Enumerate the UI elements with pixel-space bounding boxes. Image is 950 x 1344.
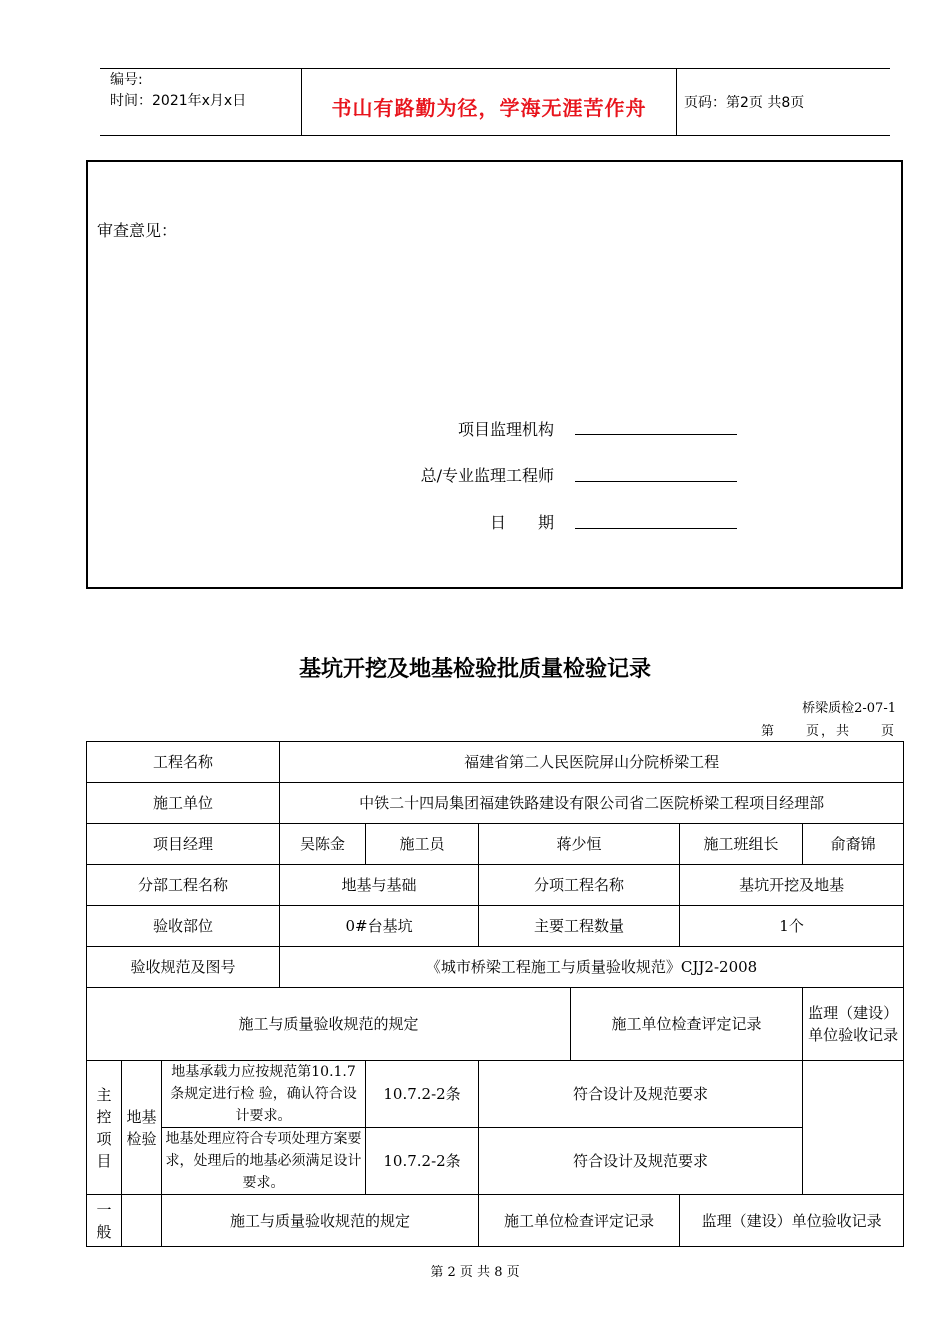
quantity-value[interactable]: 1个 bbox=[680, 906, 904, 947]
location-label: 验收部位 bbox=[87, 906, 280, 947]
item-2-clause: 10.7.2-2条 bbox=[366, 1128, 479, 1195]
item-supervisor-cell[interactable] bbox=[803, 1061, 904, 1195]
standard-label: 验收规范及图号 bbox=[87, 947, 280, 988]
division-value[interactable]: 地基与基础 bbox=[280, 865, 479, 906]
header-divider-right bbox=[676, 68, 677, 136]
general-check-header: 施工单位检查评定记录 bbox=[479, 1195, 680, 1247]
document-title: 基坑开挖及地基检验批质量检验记录 bbox=[298, 657, 651, 682]
location-value[interactable]: 0#台基坑 bbox=[280, 906, 479, 947]
signature-date-label: 日 期 bbox=[489, 513, 554, 532]
spec-header: 施工与质量验收规范的规定 bbox=[87, 988, 571, 1061]
contractor-label: 施工单位 bbox=[87, 783, 280, 824]
general-supervisor-header: 监理（建设）单位验收记录 bbox=[680, 1195, 904, 1247]
form-page-line: 第 页，共 页 bbox=[760, 724, 896, 739]
check-header: 施工单位检查评定记录 bbox=[571, 988, 803, 1061]
quantity-label: 主要工程数量 bbox=[479, 906, 680, 947]
subitem-value[interactable]: 基坑开挖及地基 bbox=[680, 865, 904, 906]
header-bottom-rule bbox=[100, 135, 890, 136]
item-1-clause: 10.7.2-2条 bbox=[366, 1061, 479, 1128]
table-row bbox=[87, 1061, 904, 1128]
general-blank-cell bbox=[122, 1195, 162, 1247]
review-opinion-box bbox=[86, 160, 903, 589]
signature-org-label: 项目监理机构 bbox=[457, 420, 554, 439]
table-row bbox=[87, 1195, 904, 1247]
header-page-label: 页码：第2页 共8页 bbox=[684, 95, 805, 111]
header-number-label: 编号: bbox=[110, 72, 143, 88]
signature-org-line[interactable] bbox=[575, 434, 737, 435]
general-spec-header: 施工与质量验收规范的规定 bbox=[162, 1195, 479, 1247]
project-name-value[interactable]: 福建省第二人民医院屏山分院桥梁工程 bbox=[280, 742, 904, 783]
project-name-label: 工程名称 bbox=[87, 742, 280, 783]
division-label: 分部工程名称 bbox=[87, 865, 280, 906]
signature-engineer-label: 总/专业监理工程师 bbox=[420, 466, 554, 485]
table-row bbox=[87, 783, 904, 824]
table-row bbox=[87, 742, 904, 783]
table-row bbox=[87, 988, 904, 1061]
table-row bbox=[87, 824, 904, 865]
footer-page-number: 第 2 页 共 8 页 bbox=[430, 1265, 520, 1280]
manager-value[interactable]: 吴陈金 bbox=[280, 824, 366, 865]
item-2-spec: 地基处理应符合专项处理方案要求，处理后的地基必须满足设计要求。 bbox=[162, 1128, 366, 1195]
item-1-result[interactable]: 符合设计及规范要求 bbox=[479, 1061, 803, 1128]
table-row bbox=[87, 1128, 904, 1195]
team-leader-label: 施工班组长 bbox=[680, 824, 803, 865]
table-row bbox=[87, 947, 904, 988]
item-2-result[interactable]: 符合设计及规范要求 bbox=[479, 1128, 803, 1195]
inspection-record-table bbox=[86, 741, 904, 1247]
item-1-spec: 地基承载力应按规范第10.1.7条规定进行检 验，确认符合设计要求。 bbox=[162, 1061, 366, 1128]
signature-engineer-line[interactable] bbox=[575, 481, 737, 482]
manager-label: 项目经理 bbox=[87, 824, 280, 865]
builder-value[interactable]: 蒋少恒 bbox=[479, 824, 680, 865]
contractor-value[interactable]: 中铁二十四局集团福建铁路建设有限公司省二医院桥梁工程项目经理部 bbox=[280, 783, 904, 824]
table-row bbox=[87, 906, 904, 947]
general-label: 一般 bbox=[87, 1195, 122, 1247]
header-time-label: 时间：2021年x月x日 bbox=[110, 93, 247, 109]
header-top-rule bbox=[100, 68, 890, 69]
standard-value[interactable]: 《城市桥梁工程施工与质量验收规范》CJJ2-2008 bbox=[280, 947, 904, 988]
signature-date-line[interactable] bbox=[575, 528, 737, 529]
supervisor-header: 监理（建设）单位验收记录 bbox=[803, 988, 904, 1061]
main-control-label: 主控项目 bbox=[87, 1061, 122, 1195]
team-leader-value[interactable]: 俞裔锦 bbox=[803, 824, 904, 865]
header-motto: 书山有路勤为径，学海无涯苦作舟 bbox=[331, 96, 647, 120]
foundation-check-label: 地基检验 bbox=[122, 1061, 162, 1195]
review-opinion-label: 审查意见： bbox=[97, 221, 178, 240]
form-code: 桥梁质检2-07-1 bbox=[802, 701, 896, 716]
subitem-label: 分项工程名称 bbox=[479, 865, 680, 906]
table-row bbox=[87, 865, 904, 906]
builder-label: 施工员 bbox=[366, 824, 479, 865]
